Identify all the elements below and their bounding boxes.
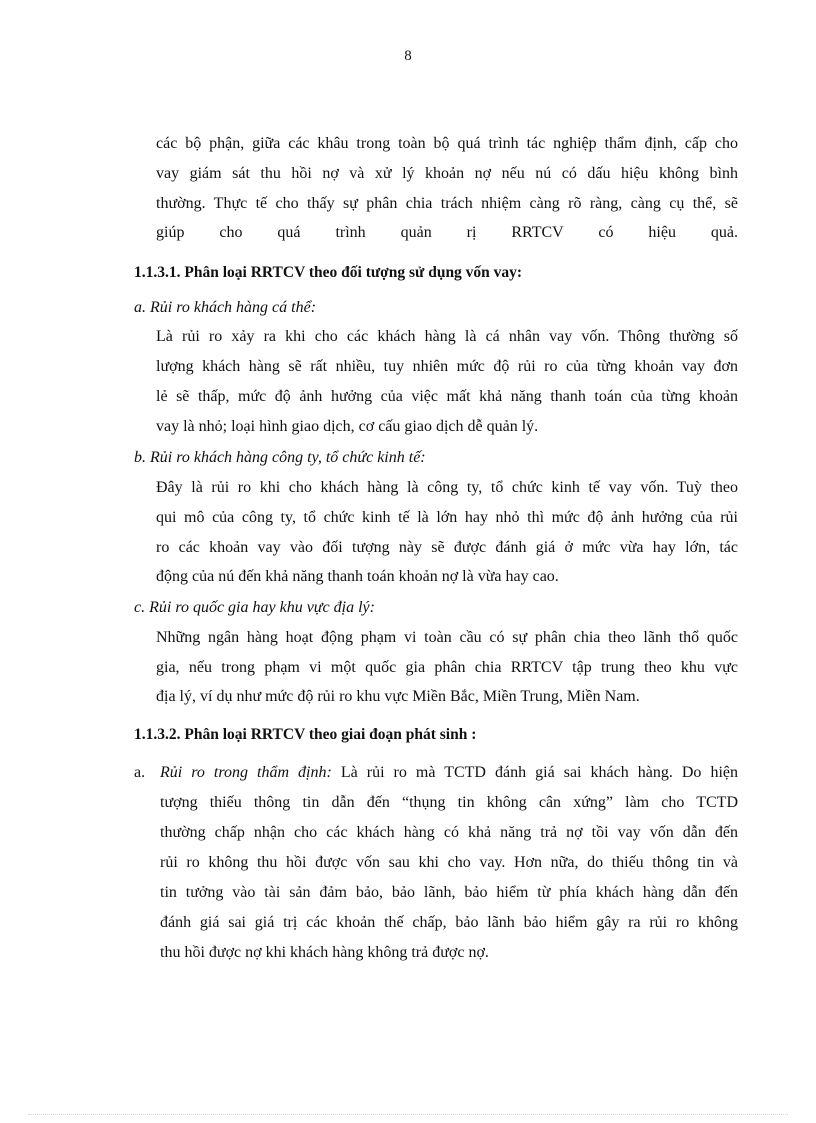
intro-line: giúp cho quá trình quản rị RRTCV có hiệu quả. [156, 224, 738, 241]
paragraph-line: tin tưởng vào tài sản đảm bảo, bảo lãnh, bảo hiểm từ phía khách hàng dẫn đến [160, 884, 738, 901]
paragraph-line: động của nú đến khả năng thanh toán khoản nợ là vừa hay cao. [156, 568, 559, 585]
paragraph-text: Là rủi ro mà TCTD đánh giá sai khách hàng. Do hiện [331, 764, 739, 781]
intro-line: thường. Thực tế cho thấy sự phân chia trách nhiệm càng rõ ràng, càng cụ thể, sẽ [156, 195, 738, 212]
paragraph-line: địa lý, ví dụ như mức độ rủi ro khu vực Miền Bắc, Miền Trung, Miền Nam. [156, 688, 640, 705]
paragraph-line: gia, nếu trong phạm vi một quốc gia phân chia RRTCV tập trung theo khu vực [156, 659, 738, 676]
paragraph-line: lẻ sẽ thấp, mức độ ảnh hưởng của việc mất khả năng thanh toán của từng khoản [156, 388, 738, 405]
subsection-title: Rủi ro trong thẩm định: [160, 764, 332, 781]
paragraph-line: vay là nhỏ; loại hình giao dịch, cơ cấu giao dịch dễ quản lý. [156, 418, 539, 435]
paragraph-line: thu hồi được nợ khi khách hàng không trả được nợ. [160, 944, 489, 961]
page-bottom-divider [28, 1114, 788, 1115]
intro-line: vay giám sát thu hồi nợ và xử lý khoản nợ nếu nú có dấu hiệu không bình [156, 165, 738, 182]
page-number: 8 [404, 48, 412, 64]
paragraph-line: Đây là rủi ro khi cho khách hàng là công ty, tổ chức kinh tế vay vốn. Tuỳ theo [156, 479, 738, 496]
paragraph-line [160, 762, 738, 784]
paragraph-line: ro các khoản vay vào đối tượng này sẽ được đánh giá ở mức vừa hay lớn, tác [156, 539, 738, 556]
list-marker: a. [134, 764, 146, 781]
paragraph-line: tượng thiếu thông tin dẫn đến “thụng tin không cân xứng” làm cho TCTD [160, 794, 738, 811]
paragraph-line: Những ngân hàng hoạt động phạm vi toàn cầu có sự phân chia theo lãnh thổ quốc [156, 629, 738, 646]
subsection-title: a. Rủi ro khách hàng cá thể: [134, 299, 317, 316]
paragraph-line: đánh giá sai giá trị các khoản thế chấp, bảo lãnh bảo hiểm gây ra rủi ro không [160, 914, 738, 931]
paragraph-line: lượng khách hàng sẽ rất nhiều, tuy nhiên mức độ rủi ro của từng khoản vay đơn [156, 358, 738, 375]
subsection-title: c. Rủi ro quốc gia hay khu vực địa lý: [134, 599, 375, 616]
section-heading: 1.1.3.1. Phân loại RRTCV theo đối tượng sử dụng vốn vay: [134, 264, 523, 281]
paragraph-line: qui mô của công ty, tổ chức kinh tế là lớn hay nhỏ thì mức độ ảnh hưởng của rủi [156, 509, 738, 526]
paragraph-line: Là rủi ro xảy ra khi cho các khách hàng là cá nhân vay vốn. Thông thường số [156, 328, 738, 345]
paragraph-line: rủi ro không thu hồi được vốn sau khi cho vay. Hơn nữa, do thiếu thông tin và [160, 854, 738, 871]
section-heading: 1.1.3.2. Phân loại RRTCV theo giai đoạn phát sinh : [134, 726, 477, 743]
paragraph-line: thường chấp nhận cho các khách hàng có khả năng trả nợ tồi vay vốn dẫn đến [160, 824, 738, 841]
subsection-title: b. Rủi ro khách hàng công ty, tổ chức kinh tế: [134, 449, 426, 466]
intro-line: các bộ phận, giữa các khâu trong toàn bộ quá trình tác nghiệp thẩm định, cấp cho [156, 135, 738, 152]
